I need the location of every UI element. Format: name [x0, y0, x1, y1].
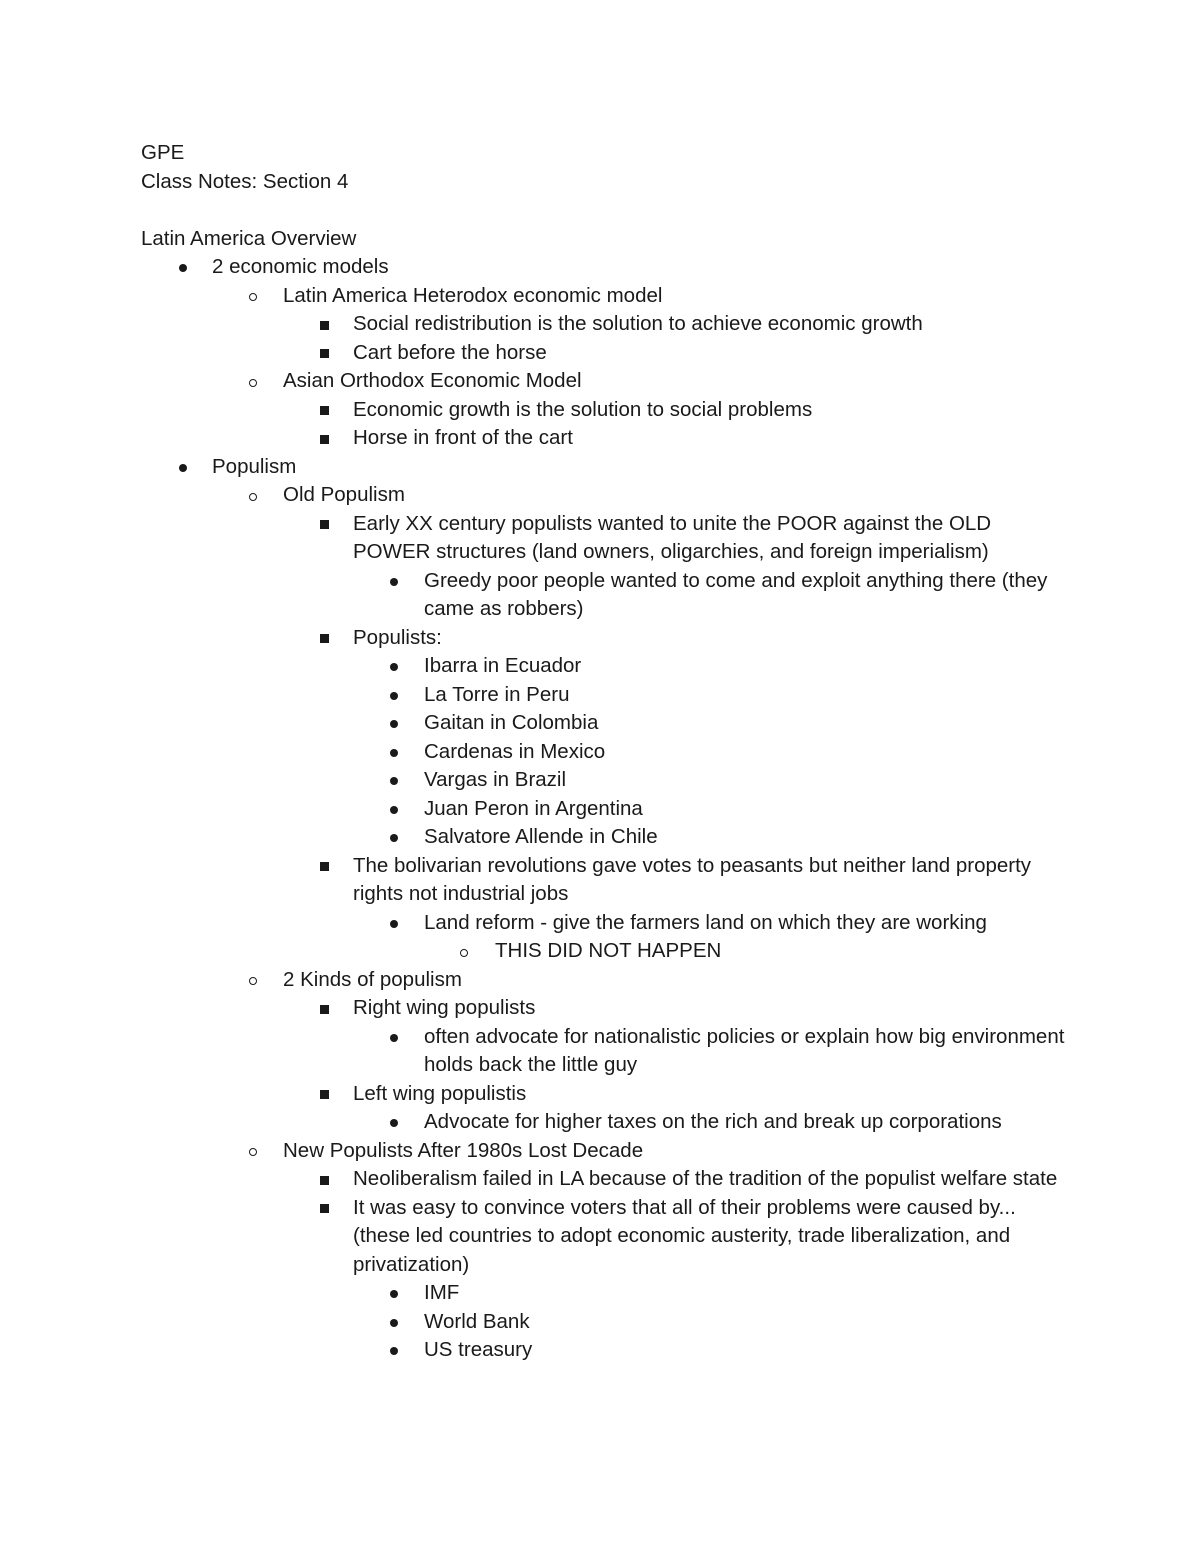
- square-bullet-icon: [320, 1090, 329, 1099]
- list-item: THIS DID NOT HAPPEN: [141, 937, 1071, 966]
- list-item: Land reform - give the farmers land on which they are working: [141, 909, 1071, 938]
- disc-bullet-icon: [390, 1119, 398, 1127]
- list-item: Neoliberalism failed in LA because of the tradition of the populist welfare state: [141, 1165, 1071, 1194]
- list-item: Social redistribution is the solution to achieve economic growth: [141, 310, 1071, 339]
- list-item: Populism: [141, 453, 1071, 482]
- list-item: Right wing populists: [141, 994, 1071, 1023]
- list-item: Salvatore Allende in Chile: [141, 823, 1071, 852]
- square-bullet-icon: [320, 1176, 329, 1185]
- blank-line: [141, 196, 1071, 225]
- list-item: Cart before the horse: [141, 339, 1071, 368]
- disc-bullet-icon: [390, 578, 398, 586]
- list-item: Left wing populistis: [141, 1080, 1071, 1109]
- list-item: Juan Peron in Argentina: [141, 795, 1071, 824]
- disc-bullet-icon: [179, 464, 187, 472]
- circle-bullet-icon: [460, 949, 468, 957]
- list-item: Gaitan in Colombia: [141, 709, 1071, 738]
- outline-list: [141, 253, 1071, 1365]
- list-item: 2 economic models: [141, 253, 1071, 282]
- list-item: Greedy poor people wanted to come and exploit anything there (they came as robbers): [141, 567, 1071, 624]
- section-title: Latin America Overview: [141, 226, 357, 250]
- disc-bullet-icon: [390, 663, 398, 671]
- square-bullet-icon: [320, 1204, 329, 1213]
- list-item: The bolivarian revolutions gave votes to peasants but neither land property rights not industrial jobs: [141, 852, 1071, 909]
- square-bullet-icon: [320, 321, 329, 330]
- circle-bullet-icon: [249, 379, 257, 387]
- list-item: Early XX century populists wanted to unite the POOR against the OLD POWER structures (land owners, oligarchies, and foreign imperialism): [141, 510, 1071, 567]
- square-bullet-icon: [320, 406, 329, 415]
- list-item: Latin America Heterodox economic model: [141, 282, 1071, 311]
- square-bullet-icon: [320, 435, 329, 444]
- circle-bullet-icon: [249, 293, 257, 301]
- disc-bullet-icon: [390, 777, 398, 785]
- square-bullet-icon: [320, 634, 329, 643]
- list-item: often advocate for nationalistic policies or explain how big environment holds back the little guy: [141, 1023, 1071, 1080]
- circle-bullet-icon: [249, 493, 257, 501]
- list-item: Asian Orthodox Economic Model: [141, 367, 1071, 396]
- list-item: Cardenas in Mexico: [141, 738, 1071, 767]
- disc-bullet-icon: [390, 1319, 398, 1327]
- course-title: GPE: [141, 141, 185, 164]
- disc-bullet-icon: [390, 834, 398, 842]
- list-item: Vargas in Brazil: [141, 766, 1071, 795]
- disc-bullet-icon: [390, 1290, 398, 1298]
- list-item: It was easy to convince voters that all of their problems were caused by... (these led countries to adopt economic austerity, trade liberalization, and privatization): [141, 1194, 1071, 1280]
- list-item: US treasury: [141, 1336, 1071, 1365]
- list-item: La Torre in Peru: [141, 681, 1071, 710]
- list-item: Advocate for higher taxes on the rich and break up corporations: [141, 1108, 1071, 1137]
- disc-bullet-icon: [390, 1034, 398, 1042]
- disc-bullet-icon: [390, 806, 398, 814]
- notes-subtitle: Class Notes: Section 4: [141, 169, 349, 193]
- square-bullet-icon: [320, 349, 329, 358]
- list-item: Populists:: [141, 624, 1071, 653]
- square-bullet-icon: [320, 1005, 329, 1014]
- square-bullet-icon: [320, 862, 329, 871]
- list-item: World Bank: [141, 1308, 1071, 1337]
- circle-bullet-icon: [249, 977, 257, 985]
- circle-bullet-icon: [249, 1148, 257, 1156]
- list-item: IMF: [141, 1279, 1071, 1308]
- list-item: Ibarra in Ecuador: [141, 652, 1071, 681]
- square-bullet-icon: [320, 520, 329, 529]
- disc-bullet-icon: [390, 1347, 398, 1355]
- disc-bullet-icon: [179, 264, 187, 272]
- list-item: New Populists After 1980s Lost Decade: [141, 1137, 1071, 1166]
- notes-content: [141, 139, 1071, 1365]
- disc-bullet-icon: [390, 920, 398, 928]
- disc-bullet-icon: [390, 720, 398, 728]
- list-item: Old Populism: [141, 481, 1071, 510]
- list-item: Economic growth is the solution to social problems: [141, 396, 1071, 425]
- list-item: 2 Kinds of populism: [141, 966, 1071, 995]
- disc-bullet-icon: [390, 749, 398, 757]
- list-item: Horse in front of the cart: [141, 424, 1071, 453]
- disc-bullet-icon: [390, 692, 398, 700]
